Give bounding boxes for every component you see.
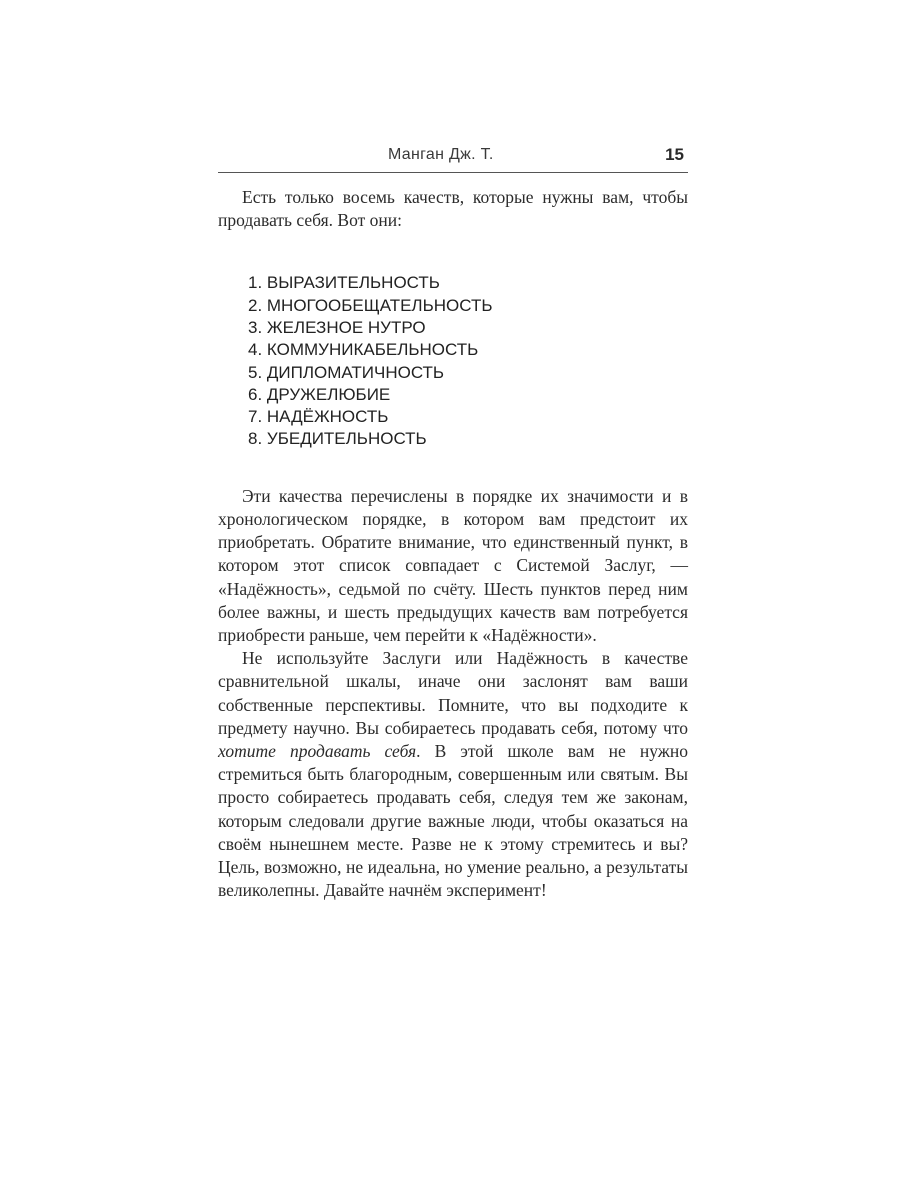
paragraph-experiment: [218, 647, 688, 902]
book-page: [218, 0, 688, 1200]
list-item: 2. МНОГООБЕЩАТЕЛЬНОСТЬ: [248, 295, 493, 315]
list-item: 6. ДРУЖЕЛЮБИЕ: [248, 384, 391, 404]
emphasis-text: хотите продавать себя: [218, 741, 417, 762]
list-item: 7. НАДЁЖНОСТЬ: [248, 407, 389, 427]
paragraph-text-before: Не используйте Заслуги или Надёжность в качестве сравнительной шкалы, иначе они заслонят вам ваши собственные перспективы. Помните, что вы подходите к предмету научно. Вы собираетесь продавать себя, потому что: [218, 648, 688, 738]
qualities-list: [218, 272, 688, 450]
running-head-author: Манган Дж. Т.: [388, 146, 494, 163]
paragraph-text-after: . В этой школе вам не нужно стремиться быть благородным, совершенным или святым. Вы просто собираетесь продавать себя, следуя тем же законам, которым следовали другие важные люди, чтобы оказаться на своём нынешнем месте. Разве не к этому стремитесь и вы? Цель, возможно, не идеальна, но умение реально, а результаты великолепны. Давайте начнём эксперимент!: [218, 741, 689, 901]
page-number: 15: [665, 145, 684, 164]
list-item: 4. КОММУНИКАБЕЛЬНОСТЬ: [248, 340, 479, 360]
list-item: 8. УБЕДИТЕЛЬНОСТЬ: [248, 429, 427, 449]
intro-paragraph: Есть только восемь качеств, которые нужны вам, чтобы продавать себя. Вот они:: [218, 187, 688, 231]
list-item: 5. ДИПЛОМАТИЧНОСТЬ: [248, 362, 445, 382]
header-rule: [218, 172, 688, 173]
list-item: 3. ЖЕЛЕЗНОЕ НУТРО: [248, 318, 426, 337]
list-item: 1. ВЫРАЗИТЕЛЬНОСТЬ: [248, 273, 440, 293]
body-text: [218, 186, 688, 902]
running-head: [218, 146, 688, 170]
paragraph-significance: Эти качества перечислены в порядке их значимости и в хронологическом порядке, в котором вам предстоит их приобретать. Обратите внимание, что единственный пункт, в котором этот список совпадает с Системой Заслуг, — «Надёжность», седьмой по счёту. Шесть пунктов перед ним более важны, и шесть предыдущих качеств вам потребуется приобрести раньше, чем перейти к «Надёжности».: [218, 485, 688, 645]
